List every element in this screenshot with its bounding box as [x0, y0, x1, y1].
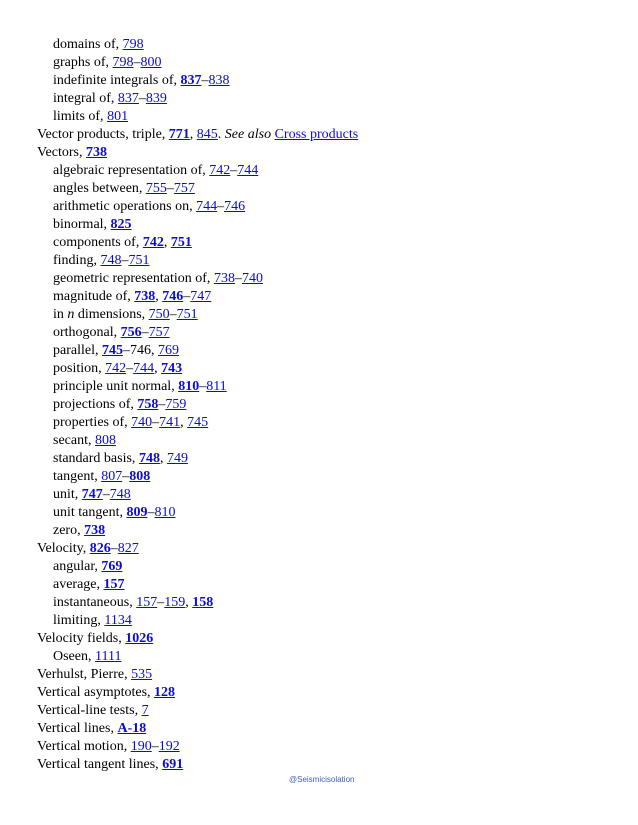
- page-reference-link[interactable]: 7: [141, 703, 149, 718]
- page-reference-link[interactable]: 748: [100, 253, 122, 268]
- entry-text: limiting,: [53, 613, 105, 628]
- entry-text: arithmetic operations on,: [53, 199, 197, 214]
- entry-text: –: [126, 361, 134, 376]
- entry-text: .: [217, 127, 225, 142]
- page-reference-link[interactable]: 746: [162, 289, 184, 304]
- page-reference-link[interactable]: 157: [103, 577, 125, 592]
- entry-text: ,: [159, 451, 167, 466]
- page-reference-link[interactable]: 745: [101, 343, 123, 358]
- page-reference-link[interactable]: 758: [137, 397, 159, 412]
- page-reference-link[interactable]: 748: [138, 451, 160, 466]
- index-subentry: [37, 414, 617, 432]
- page-reference-link[interactable]: 745: [187, 415, 209, 430]
- page-reference-link[interactable]: 128: [154, 685, 176, 700]
- page-reference-link[interactable]: 837: [117, 91, 139, 106]
- entry-text: –: [230, 163, 238, 178]
- page-reference-link[interactable]: 738: [84, 523, 106, 538]
- entry-text: binormal,: [53, 217, 111, 232]
- entry-text: –: [121, 253, 129, 268]
- page-reference-link[interactable]: 740: [241, 271, 263, 286]
- entry-text: ,: [180, 415, 188, 430]
- page-reference-link[interactable]: 800: [140, 55, 162, 70]
- index-subentry: [37, 306, 617, 324]
- entry-text: –: [102, 487, 110, 502]
- page-reference-link[interactable]: A-18: [117, 721, 147, 736]
- page-reference-link[interactable]: 738: [213, 271, 235, 286]
- page-reference-link[interactable]: 771: [168, 127, 190, 142]
- page-reference-link[interactable]: 1026: [125, 631, 154, 646]
- page-reference-link[interactable]: 759: [165, 397, 187, 412]
- entry-text: Vector products, triple,: [37, 127, 169, 142]
- entry-text: –: [147, 505, 155, 520]
- entry-text: orthogonal,: [53, 325, 121, 340]
- index-subentry: [37, 216, 617, 234]
- index-subentry: [37, 594, 617, 612]
- index-subentry: [37, 198, 617, 216]
- entry-text: standard basis,: [53, 451, 139, 466]
- page-reference-link[interactable]: 535: [131, 667, 153, 682]
- italic-text: See also: [224, 127, 272, 142]
- entry-text: –: [157, 595, 165, 610]
- index-entry: [37, 540, 617, 558]
- page-reference-link[interactable]: 769: [101, 559, 123, 574]
- entry-text: instantaneous,: [53, 595, 137, 610]
- index-subentry: [37, 180, 617, 198]
- page-reference-link[interactable]: 746: [224, 199, 246, 214]
- page-reference-link[interactable]: 837: [180, 73, 202, 88]
- entry-text: –: [141, 325, 149, 340]
- index-subentry: [37, 522, 617, 540]
- entry-text: –: [151, 739, 159, 754]
- index-entry: [37, 756, 617, 774]
- index-subentry: [37, 648, 617, 666]
- page-reference-link[interactable]: 825: [110, 217, 132, 232]
- index-subentry: [37, 72, 617, 90]
- entry-text: unit tangent,: [53, 505, 127, 520]
- index-subentry: [37, 108, 617, 126]
- entry-text: Vertical motion,: [37, 739, 131, 754]
- index-entry: [37, 684, 617, 702]
- entry-text: –: [217, 199, 225, 214]
- entry-text: finding,: [53, 253, 101, 268]
- entry-text: zero,: [53, 523, 85, 538]
- index-subentry: [37, 90, 617, 108]
- entry-text: –: [169, 307, 177, 322]
- index-subentry: [37, 162, 617, 180]
- page-reference-link[interactable]: 744: [133, 361, 155, 376]
- entry-text: –746,: [122, 343, 158, 358]
- entry-text: dimensions,: [74, 307, 149, 322]
- entry-text: Vectors,: [37, 145, 86, 160]
- page-reference-link[interactable]: 798: [112, 55, 134, 70]
- entry-text: projections of,: [53, 397, 138, 412]
- page-reference-link[interactable]: 192: [158, 739, 180, 754]
- entry-text: –: [201, 73, 209, 88]
- entry-text: –: [166, 181, 174, 196]
- entry-text: indefinite integrals of,: [53, 73, 181, 88]
- entry-text: domains of,: [53, 37, 123, 52]
- index-subentry: [37, 288, 617, 306]
- page-reference-link[interactable]: 810: [154, 505, 176, 520]
- page-reference-link[interactable]: 742: [209, 163, 231, 178]
- page-reference-link[interactable]: 751: [128, 253, 150, 268]
- index-subentry: [37, 378, 617, 396]
- entry-text: position,: [53, 361, 106, 376]
- index-subentry: [37, 432, 617, 450]
- entry-text: ,: [189, 127, 197, 142]
- page-reference-link[interactable]: 749: [166, 451, 188, 466]
- page-reference-link[interactable]: 742: [142, 235, 164, 250]
- page-reference-link[interactable]: 750: [148, 307, 170, 322]
- index-entry: [37, 666, 617, 684]
- entry-text: ,: [185, 595, 193, 610]
- page-reference-link[interactable]: 839: [145, 91, 167, 106]
- page-reference-link[interactable]: 744: [196, 199, 218, 214]
- entry-text: tangent,: [53, 469, 102, 484]
- entry-text: –: [133, 55, 141, 70]
- entry-text: average,: [53, 577, 104, 592]
- entry-text: geometric representation of,: [53, 271, 214, 286]
- entry-text: secant,: [53, 433, 95, 448]
- index-entry: [37, 738, 617, 756]
- page-reference-link[interactable]: 809: [126, 505, 148, 520]
- entry-text: Oseen,: [53, 649, 95, 664]
- page-reference-link[interactable]: 742: [105, 361, 127, 376]
- index-subentry: [37, 486, 617, 504]
- page-reference-link[interactable]: 159: [164, 595, 186, 610]
- entry-text: –: [183, 289, 191, 304]
- page-reference-link[interactable]: 157: [136, 595, 158, 610]
- entry-text: Vertical-line tests,: [37, 703, 142, 718]
- page-reference-link[interactable]: 1134: [104, 613, 132, 628]
- entry-text: ,: [154, 361, 162, 376]
- entry-text: ,: [163, 235, 171, 250]
- entry-text: Vertical asymptotes,: [37, 685, 155, 700]
- entry-text: algebraic representation of,: [53, 163, 210, 178]
- entry-text: properties of,: [53, 415, 132, 430]
- index-subentry: [37, 450, 617, 468]
- index-subentry: [37, 54, 617, 72]
- page-reference-link[interactable]: 738: [134, 289, 156, 304]
- index-entry: [37, 144, 617, 162]
- page-reference-link[interactable]: 826: [89, 541, 111, 556]
- entry-text: Velocity,: [37, 541, 90, 556]
- entry-text: –: [158, 397, 166, 412]
- page-reference-link[interactable]: 691: [162, 757, 184, 772]
- entry-text: angular,: [53, 559, 102, 574]
- page-reference-link[interactable]: 757: [173, 181, 195, 196]
- index-subentry: [37, 36, 617, 54]
- index-subentry: [37, 270, 617, 288]
- entry-text: integral of,: [53, 91, 118, 106]
- entry-text: –: [138, 91, 146, 106]
- entry-text: magnitude of,: [53, 289, 135, 304]
- index-subentry: [37, 468, 617, 486]
- page-reference-link[interactable]: 808: [129, 469, 151, 484]
- page-reference-link[interactable]: 748: [109, 487, 131, 502]
- page-reference-link[interactable]: 808: [94, 433, 116, 448]
- entry-text: –: [110, 541, 118, 556]
- entry-text: Vertical tangent lines,: [37, 757, 163, 772]
- page-reference-link[interactable]: 751: [170, 235, 192, 250]
- page-reference-link[interactable]: 738: [86, 145, 107, 160]
- index-subentry: [37, 576, 617, 594]
- entry-text: –: [122, 469, 130, 484]
- entry-text: Vertical lines,: [37, 721, 118, 736]
- entry-text: Velocity fields,: [37, 631, 126, 646]
- italic-text: n: [67, 307, 75, 322]
- index-subentry: [37, 612, 617, 630]
- entry-text: Verhulst, Pierre,: [37, 667, 132, 682]
- page-reference-link[interactable]: 838: [208, 73, 230, 88]
- page-reference-link[interactable]: 811: [206, 379, 227, 394]
- entry-text: –: [234, 271, 242, 286]
- page-reference-link[interactable]: 747: [190, 289, 212, 304]
- page-reference-link[interactable]: 810: [178, 379, 200, 394]
- page-reference-link[interactable]: 190: [130, 739, 152, 754]
- index-subentry: [37, 558, 617, 576]
- index-subentry: [37, 504, 617, 522]
- page-reference-link[interactable]: 744: [237, 163, 259, 178]
- page-reference-link[interactable]: 845: [196, 127, 218, 142]
- index-subentry: [37, 342, 617, 360]
- entry-text: graphs of,: [53, 55, 113, 70]
- entry-text: principle unit normal,: [53, 379, 179, 394]
- entry-text: components of,: [53, 235, 143, 250]
- entry-text: ,: [155, 289, 163, 304]
- entry-text: angles between,: [53, 181, 146, 196]
- entry-text: limits of,: [53, 109, 108, 124]
- page-reference-link[interactable]: 755: [145, 181, 167, 196]
- page-reference-link[interactable]: 740: [131, 415, 153, 430]
- page-reference-link[interactable]: 756: [120, 325, 142, 340]
- entry-text: unit,: [53, 487, 82, 502]
- page-reference-link[interactable]: 798: [122, 37, 144, 52]
- page-reference-link[interactable]: 743: [161, 361, 183, 376]
- watermark: @Seismicisolation: [289, 775, 355, 784]
- index-subentry: [37, 396, 617, 414]
- page-reference-link[interactable]: 757: [148, 325, 170, 340]
- index-entry: [37, 720, 617, 738]
- index-entry: [37, 702, 617, 720]
- page-reference-link[interactable]: 747: [81, 487, 103, 502]
- page-reference-link[interactable]: Cross products: [274, 127, 359, 142]
- index-entry: [37, 126, 617, 144]
- page-reference-link[interactable]: 1111: [95, 649, 122, 664]
- index-listing: [37, 36, 617, 774]
- page-reference-link[interactable]: 751: [176, 307, 198, 322]
- page-reference-link[interactable]: 741: [159, 415, 181, 430]
- index-subentry: [37, 252, 617, 270]
- entry-text: parallel,: [53, 343, 102, 358]
- index-subentry: [37, 234, 617, 252]
- entry-text: –: [152, 415, 160, 430]
- index-entry: [37, 630, 617, 648]
- page-reference-link[interactable]: 807: [101, 469, 123, 484]
- entry-text: –: [199, 379, 207, 394]
- page-reference-link[interactable]: 158: [192, 595, 214, 610]
- page-reference-link[interactable]: 801: [107, 109, 129, 124]
- page-reference-link[interactable]: 827: [117, 541, 139, 556]
- entry-text: in: [53, 307, 68, 322]
- index-subentry: [37, 360, 617, 378]
- page-reference-link[interactable]: 769: [157, 343, 179, 358]
- index-subentry: [37, 324, 617, 342]
